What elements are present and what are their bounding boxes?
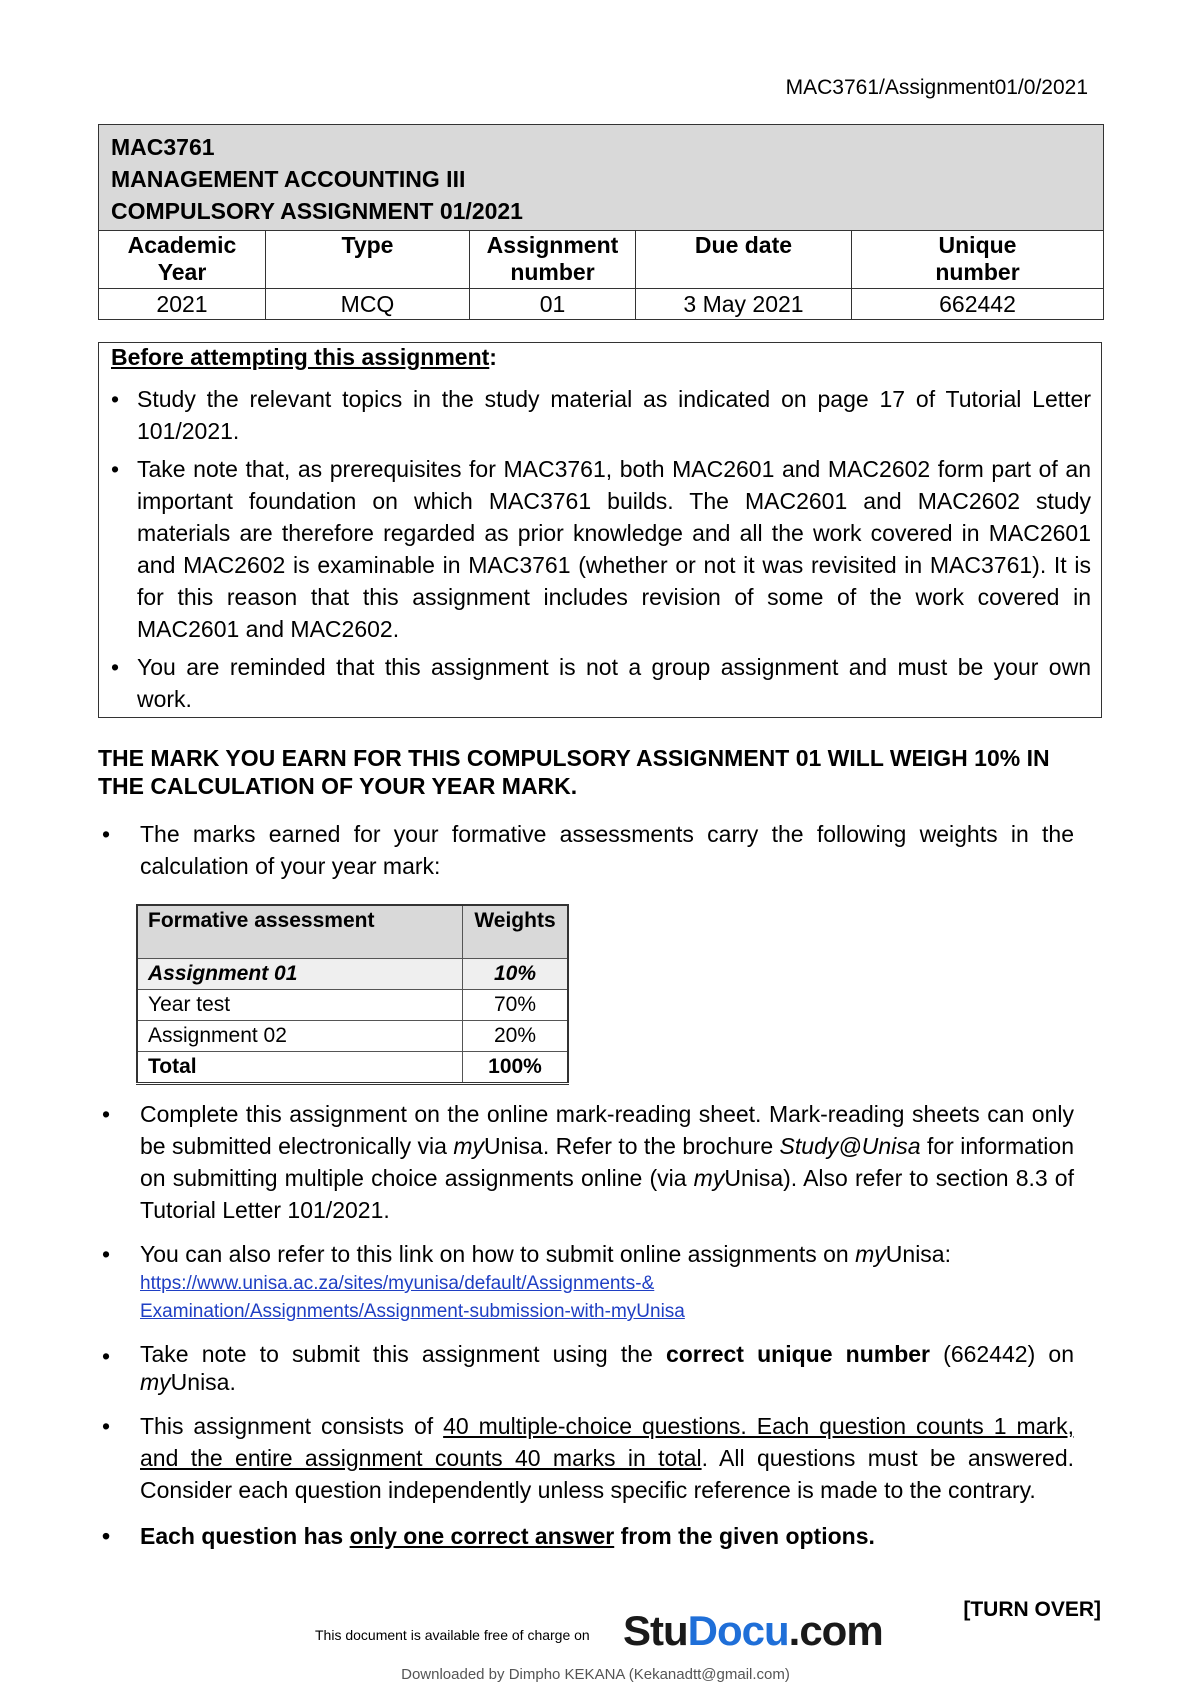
assignment-number-value: 01 bbox=[470, 289, 636, 320]
list-item: • Study the relevant topics in the study material as indicated on page 17 of Tutorial Letter 101/2021. bbox=[111, 383, 1091, 447]
before-heading: Before attempting this assignment: bbox=[111, 344, 497, 370]
col-header: Formative assessment bbox=[137, 905, 463, 959]
footer-downloaded-by: Downloaded by Dimpho KEKANA (Kekanadtt@gmail.com) bbox=[401, 1666, 790, 1683]
footer-available-text: This document is available free of charge on bbox=[315, 1627, 590, 1643]
list-item-each: • Each question has only one correct answer from the given options. bbox=[102, 1520, 1074, 1552]
col-header: number bbox=[935, 259, 1020, 285]
before-list bbox=[111, 383, 1091, 715]
col-header: Assignment bbox=[486, 232, 619, 258]
course-info-header-row bbox=[99, 231, 1104, 289]
studocu-logo[interactable]: StuDocu.com bbox=[623, 1607, 883, 1654]
course-name: MANAGEMENT ACCOUNTING III bbox=[111, 166, 466, 192]
list-item-consists: • This assignment consists of 40 multiple-choice questions. Each question counts 1 mark, and the entire assignment counts 40 marks in total. All questions must be answered. Consider each question independently unless specific reference is made to the contrary. bbox=[102, 1410, 1074, 1506]
table-row-total: Total 100% bbox=[137, 1052, 568, 1084]
type-value: MCQ bbox=[266, 289, 470, 320]
list-item: • You are reminded that this assignment is not a group assignment and must be your own work. bbox=[111, 651, 1091, 715]
col-header: Year bbox=[157, 259, 207, 285]
list-item-weights: • The marks earned for your formative assessments carry the following weights in the calculation of your year mark: bbox=[102, 818, 1074, 882]
course-info-value-row bbox=[99, 289, 1104, 320]
unique-number-value: 662442 bbox=[852, 289, 1104, 320]
course-code: MAC3761 bbox=[111, 134, 215, 160]
list-item-takenote: • Take note to submit this assignment using the correct unique number (662442) on myUnisa. bbox=[102, 1341, 1074, 1395]
col-header: Due date bbox=[694, 232, 793, 258]
list-item: • Take note that, as prerequisites for MAC3761, both MAC2601 and MAC2602 form part of an important foundation on which MAC3761 builds. The MAC2601 and MAC2602 study materials are therefore regarded as prior knowledge and all the work covered in MAC2601 and MAC2602 is examinable in MAC3761 (whether or not it was revisited in MAC3761). It is for this reason that this assignment includes revision of some of the work covered in MAC2601 and MAC2602. bbox=[111, 453, 1091, 645]
bullet-icon: • bbox=[111, 386, 120, 412]
table-row: Assignment 01 10% bbox=[137, 959, 568, 990]
before-attempting-box bbox=[98, 342, 1102, 718]
course-title-cell bbox=[99, 125, 1104, 231]
weights-header-row bbox=[137, 905, 568, 959]
bullet-icon: • bbox=[111, 456, 120, 482]
due-date-value: 3 May 2021 bbox=[636, 289, 852, 320]
academic-year-value: 2021 bbox=[99, 289, 266, 320]
submission-link[interactable]: https://www.unisa.ac.za/sites/myunisa/default/Assignments-& Examination/Assignments/Assignment-submission-with-myUnisa bbox=[140, 1273, 685, 1322]
list-item-complete: • Complete this assignment on the online mark-reading sheet. Mark-reading sheets can only be submitted electronically via myUnisa. Refer to the brochure Study@Unisa for information on submitting multiple choice assignments online (via myUnisa). Also refer to section 8.3 of Tutorial Letter 101/2021. bbox=[102, 1098, 1074, 1226]
col-header: Academic bbox=[127, 232, 237, 258]
weights-table bbox=[136, 904, 569, 1085]
col-header: Type bbox=[341, 232, 394, 258]
table-row: Assignment 02 20% bbox=[137, 1021, 568, 1052]
col-header: Weights bbox=[463, 905, 569, 959]
bullet-icon: • bbox=[102, 1413, 111, 1439]
list-item-refer: • You can also refer to this link on how to submit online assignments on myUnisa: https://www.unisa.ac.za/sites/myunisa/default/Assignments-& Examination/Assignments/Assignment-submission-with-myUnisa bbox=[102, 1238, 1074, 1326]
assignment-title: COMPULSORY ASSIGNMENT 01/2021 bbox=[111, 198, 523, 224]
col-header: Unique bbox=[938, 232, 1017, 258]
turn-over-label: [TURN OVER] bbox=[963, 1598, 1101, 1621]
bullet-icon: • bbox=[102, 821, 111, 847]
bullet-icon: • bbox=[102, 1523, 111, 1549]
document-reference: MAC3761/Assignment01/0/2021 bbox=[785, 76, 1088, 99]
bullet-icon: • bbox=[102, 1241, 111, 1267]
bullet-icon: • bbox=[102, 1343, 111, 1369]
table-row: Year test 70% bbox=[137, 990, 568, 1021]
col-header: number bbox=[510, 259, 595, 285]
course-info-table bbox=[98, 124, 1104, 320]
mark-weight-heading: THE MARK YOU EARN FOR THIS COMPULSORY ASSIGNMENT 01 WILL WEIGH 10% IN THE CALCULATION OF YOUR YEAR MARK. bbox=[98, 745, 1050, 799]
bullet-icon: • bbox=[102, 1101, 111, 1127]
bullet-icon: • bbox=[111, 654, 120, 680]
